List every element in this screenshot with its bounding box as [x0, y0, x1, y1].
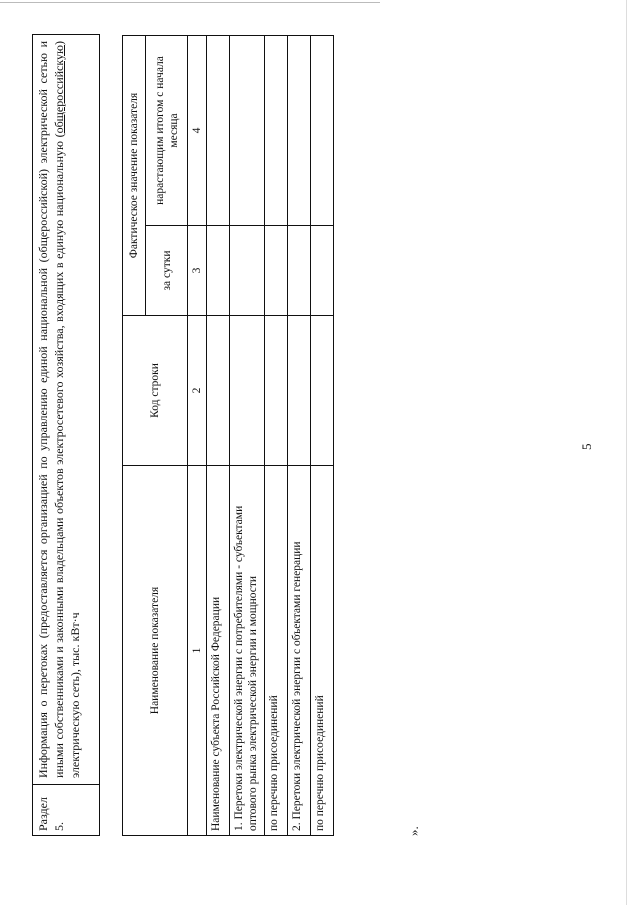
row-cell	[265, 316, 288, 466]
table-row	[230, 36, 265, 836]
section-header	[32, 34, 100, 836]
table-row	[265, 36, 288, 836]
row-label: 2. Перетоки электрической энергии с объектами генерации	[288, 466, 311, 836]
section-description	[33, 35, 99, 784]
row-cell	[288, 36, 311, 226]
indicator-table	[122, 35, 334, 836]
section-text-underlined: общероссийскую	[52, 45, 66, 134]
header-per-day: за сутки	[146, 226, 188, 316]
row-label: 1. Перетоки электрической энергии с потребителями - субъектами оптового рынка электрической энергии и мощности	[230, 466, 265, 836]
table-row	[207, 36, 230, 836]
row-cell	[265, 36, 288, 226]
row-cell	[207, 316, 230, 466]
section-label: Раздел 5.	[33, 784, 99, 835]
section-text-part: ) электрическую сеть), тыс. кВт·ч	[52, 41, 82, 778]
column-number: 2	[188, 316, 207, 466]
section-text-part: Информация о перетоках (предоставляется организацией по управлению единой национальной (общероссийской) электрической сетью и иными собственниками и законными владельцами объектов электросетевого хозяйства, входящих в единую национальную (	[36, 41, 66, 778]
row-cell	[265, 226, 288, 316]
row-label: по перечню присоединений	[265, 466, 288, 836]
row-cell	[230, 316, 265, 466]
row-cell	[288, 316, 311, 466]
column-number-row	[188, 36, 207, 836]
right-scan-edge	[626, 0, 627, 905]
row-cell	[207, 36, 230, 226]
row-cell	[311, 316, 334, 466]
header-cumulative: нарастающим итогом с начала месяца	[146, 36, 188, 226]
top-scan-line	[0, 2, 380, 3]
table-row	[288, 36, 311, 836]
closing-mark: ».	[406, 826, 421, 836]
row-cell	[311, 36, 334, 226]
column-number: 3	[188, 226, 207, 316]
row-cell	[230, 36, 265, 226]
row-label: по перечню присоединений	[311, 466, 334, 836]
row-cell	[207, 226, 230, 316]
table-row	[311, 36, 334, 836]
row-cell	[288, 226, 311, 316]
rotated-page-content	[24, 26, 624, 886]
row-cell	[311, 226, 334, 316]
row-cell	[230, 226, 265, 316]
row-label: Наименование субъекта Российской Федерации	[207, 466, 230, 836]
header-actual: Фактическое значение показателя	[123, 36, 146, 316]
header-name: Наименование показателя	[123, 466, 188, 836]
column-number: 4	[188, 36, 207, 226]
page-number: 5	[579, 443, 594, 450]
header-code: Код строки	[123, 316, 188, 466]
column-number: 1	[188, 466, 207, 836]
